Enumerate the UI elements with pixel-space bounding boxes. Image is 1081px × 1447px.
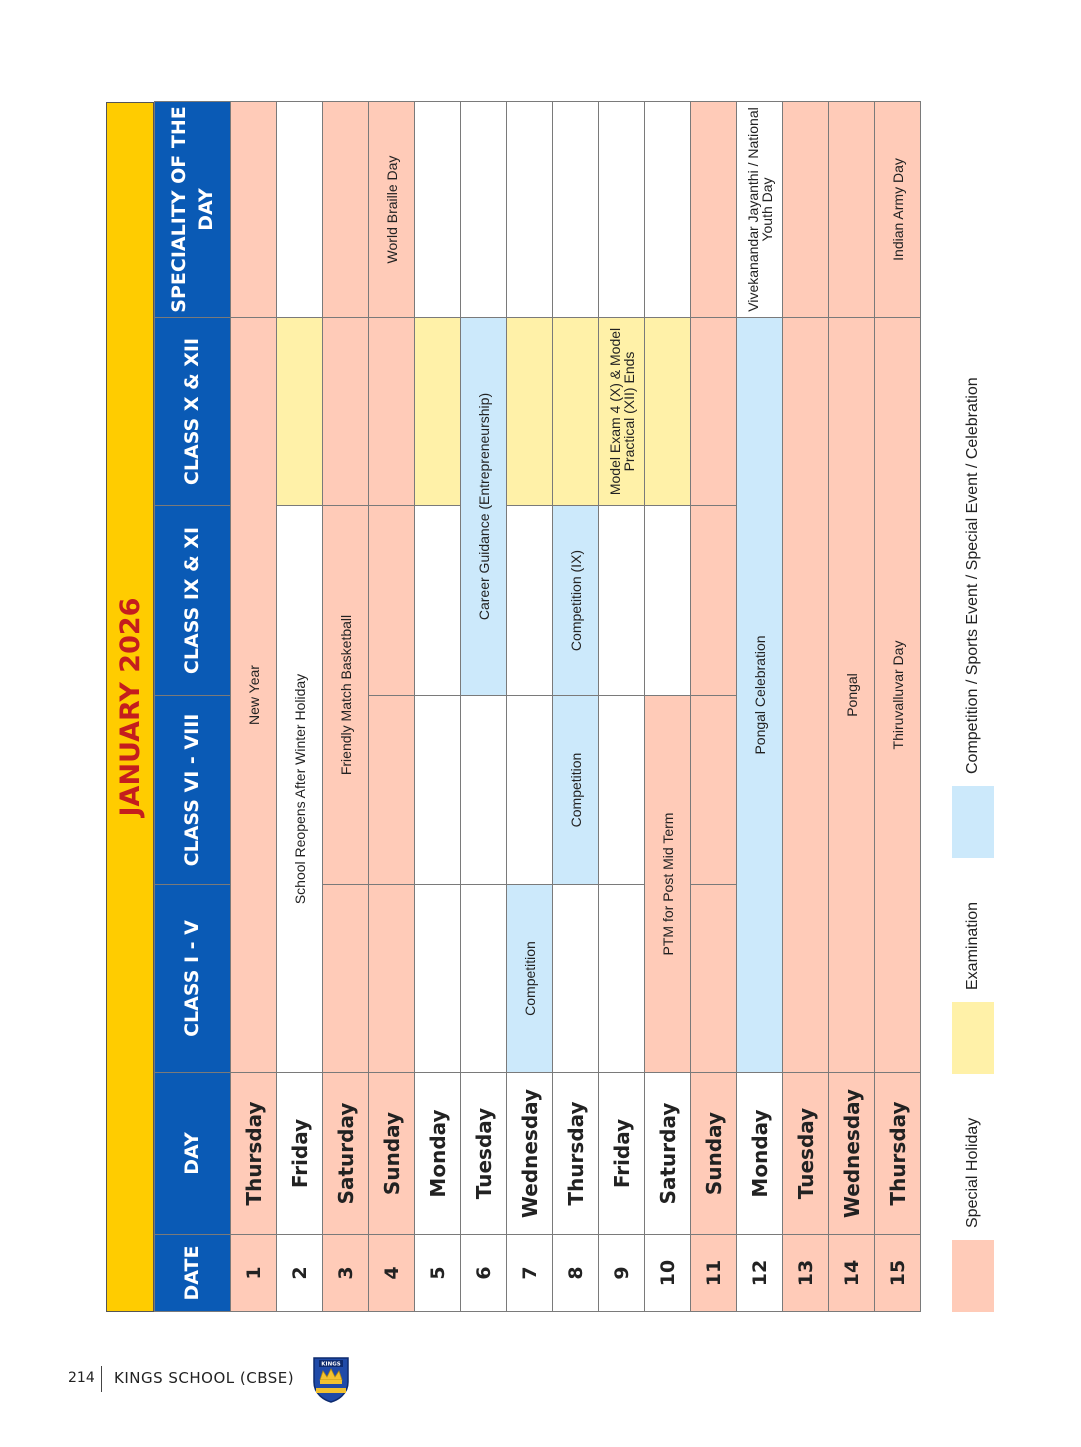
class-x-xii-cell xyxy=(323,318,369,506)
event-competition-vi-viii: Competition xyxy=(553,696,599,885)
event-pongal: Pongal xyxy=(829,318,875,1073)
header-row xyxy=(155,102,231,1312)
table-row xyxy=(829,102,875,1312)
footer-divider xyxy=(101,1366,102,1392)
day-cell: Friday xyxy=(599,1073,645,1235)
date-cell: 8 xyxy=(553,1235,599,1312)
exam-cell xyxy=(415,318,461,506)
speciality-cell xyxy=(553,102,599,318)
table-row xyxy=(783,102,829,1312)
speciality-cell xyxy=(231,102,277,318)
event-thiruvalluvar: Thiruvalluvar Day xyxy=(875,318,921,1073)
event-friendly-match: Friendly Match Basketball xyxy=(323,506,369,885)
page-footer xyxy=(0,1346,400,1416)
speciality-cell xyxy=(691,102,737,318)
legend xyxy=(952,102,994,1312)
class-i-v-cell xyxy=(369,885,415,1073)
class-i-v-cell xyxy=(599,885,645,1073)
day-cell: Sunday xyxy=(691,1073,737,1235)
speciality-cell xyxy=(645,102,691,318)
legend-swatch-exam xyxy=(952,1002,994,1074)
date-cell: 2 xyxy=(277,1235,323,1312)
class-x-xii-cell xyxy=(369,318,415,506)
legend-swatch-holiday xyxy=(952,1240,994,1312)
calendar-table xyxy=(154,101,921,1312)
class-vi-viii-cell xyxy=(599,696,645,885)
speciality-cell xyxy=(415,102,461,318)
table-row xyxy=(231,102,277,1312)
day-cell: Tuesday xyxy=(783,1073,829,1235)
day-cell: Saturday xyxy=(323,1073,369,1235)
event-ptm: PTM for Post Mid Term xyxy=(645,696,691,1073)
speciality-cell xyxy=(599,102,645,318)
class-vi-viii-cell xyxy=(369,696,415,885)
class-i-v-cell xyxy=(691,885,737,1073)
speciality-cell xyxy=(461,102,507,318)
crest-lettering: KINGS xyxy=(321,1361,341,1368)
event-competition-ix: Competition (IX) xyxy=(553,506,599,696)
day-cell: Wednesday xyxy=(507,1073,553,1235)
table-row xyxy=(323,102,369,1312)
month-title: JANUARY 2026 xyxy=(106,102,154,1312)
event-pongal-celebration: Pongal Celebration xyxy=(737,318,783,1073)
header-class-i-v: CLASS I - V xyxy=(155,885,231,1073)
date-cell: 14 xyxy=(829,1235,875,1312)
day-cell: Friday xyxy=(277,1073,323,1235)
class-i-v-cell xyxy=(323,885,369,1073)
day-cell: Saturday xyxy=(645,1073,691,1235)
header-day: DAY xyxy=(155,1073,231,1235)
day-cell: Monday xyxy=(415,1073,461,1235)
event-world-braille: World Braille Day xyxy=(369,102,415,318)
header-class-x-xii: CLASS X & XII xyxy=(155,318,231,506)
date-cell: 11 xyxy=(691,1235,737,1312)
date-cell: 9 xyxy=(599,1235,645,1312)
day-cell: Monday xyxy=(737,1073,783,1235)
class-ix-xi-cell xyxy=(369,506,415,696)
class-vi-viii-cell xyxy=(461,696,507,885)
rotated-calendar-page xyxy=(106,102,994,1312)
header-class-ix-xi: CLASS IX & XI xyxy=(155,506,231,696)
header-date: DATE xyxy=(155,1235,231,1312)
class-i-v-cell xyxy=(553,885,599,1073)
speciality-cell xyxy=(277,102,323,318)
date-cell: 4 xyxy=(369,1235,415,1312)
exam-cell xyxy=(507,318,553,506)
day-cell: Thursday xyxy=(553,1073,599,1235)
speciality-cell xyxy=(783,102,829,318)
legend-label-holiday: Special Holiday xyxy=(964,1117,981,1228)
page-number: 214 xyxy=(68,1370,95,1386)
speciality-cell xyxy=(323,102,369,318)
date-cell: 12 xyxy=(737,1235,783,1312)
table-row xyxy=(415,102,461,1312)
table-row xyxy=(507,102,553,1312)
speciality-cell xyxy=(507,102,553,318)
event-competition-i-v: Competition xyxy=(507,885,553,1073)
table-row xyxy=(737,102,783,1312)
date-cell: 3 xyxy=(323,1235,369,1312)
table-row xyxy=(599,102,645,1312)
date-cell: 6 xyxy=(461,1235,507,1312)
event-school-reopens: School Reopens After Winter Holiday xyxy=(277,506,323,1073)
class-vi-viii-cell xyxy=(507,696,553,885)
exam-cell xyxy=(553,318,599,506)
class-ix-xi-cell xyxy=(645,506,691,696)
table-row xyxy=(553,102,599,1312)
day-cell: Tuesday xyxy=(461,1073,507,1235)
event-model-exam: Model Exam 4 (X) & Model Practical (XII) Ends xyxy=(599,318,645,506)
legend-label-exam: Examination xyxy=(964,901,981,990)
class-x-xii-cell xyxy=(691,318,737,506)
class-ix-xi-cell xyxy=(599,506,645,696)
class-i-v-cell xyxy=(415,885,461,1073)
day-cell: Thursday xyxy=(231,1073,277,1235)
event-vivekanandar: Vivekanandar Jayanthi / National Youth Day xyxy=(737,102,783,318)
table-row xyxy=(645,102,691,1312)
legend-swatch-competition xyxy=(952,786,994,858)
table-row xyxy=(461,102,507,1312)
header-speciality: SPECIALITY OF THE DAY xyxy=(155,102,231,318)
class-ix-xi-cell xyxy=(507,506,553,696)
table-row xyxy=(277,102,323,1312)
date-cell: 10 xyxy=(645,1235,691,1312)
table-row xyxy=(875,102,921,1312)
class-ix-xi-cell xyxy=(415,506,461,696)
school-crest-icon xyxy=(310,1354,352,1404)
holiday-cell xyxy=(783,318,829,1073)
class-ix-xi-cell xyxy=(691,506,737,696)
speciality-cell xyxy=(829,102,875,318)
exam-cell xyxy=(645,318,691,506)
class-vi-viii-cell xyxy=(691,696,737,885)
date-cell: 13 xyxy=(783,1235,829,1312)
date-cell: 5 xyxy=(415,1235,461,1312)
header-class-vi-viii: CLASS VI - VIII xyxy=(155,696,231,885)
date-cell: 1 xyxy=(231,1235,277,1312)
school-name: KINGS SCHOOL (CBSE) xyxy=(114,1369,295,1387)
table-row xyxy=(369,102,415,1312)
day-cell: Sunday xyxy=(369,1073,415,1235)
event-career-guidance: Career Guidance (Entrepreneurship) xyxy=(461,318,507,696)
class-vi-viii-cell xyxy=(415,696,461,885)
day-cell: Thursday xyxy=(875,1073,921,1235)
event-indian-army: Indian Army Day xyxy=(875,102,921,318)
legend-label-competition: Competition / Sports Event / Special Event / Celebration xyxy=(964,377,981,774)
class-i-v-cell xyxy=(461,885,507,1073)
exam-cell xyxy=(277,318,323,506)
table-row xyxy=(691,102,737,1312)
date-cell: 15 xyxy=(875,1235,921,1312)
date-cell: 7 xyxy=(507,1235,553,1312)
day-cell: Wednesday xyxy=(829,1073,875,1235)
event-new-year: New Year xyxy=(231,318,277,1073)
